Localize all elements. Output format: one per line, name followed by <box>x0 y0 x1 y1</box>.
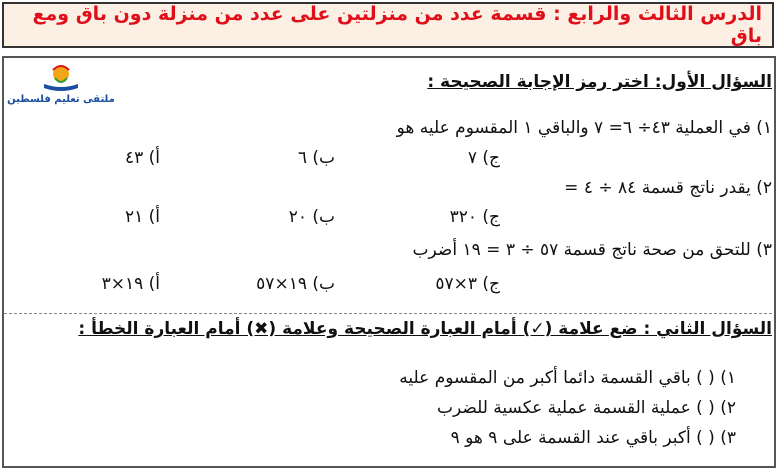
tf-item-1: ١) ( ) باقي القسمة دائما أكبر من المقسوم عليه <box>399 368 736 388</box>
tf-item-2: ٢) ( ) عملية القسمة عملية عكسية للضرب <box>436 398 736 418</box>
q1-option-b: ب) ٦ <box>297 148 335 168</box>
q2-stem: ٢) يقدر ناتج قسمة ٨٤ ÷ ٤ = <box>564 178 772 198</box>
q2-option-c: ج) ٣٢٠ <box>449 207 500 227</box>
q3-stem: ٣) للتحق من صحة ناتج قسمة ٥٧ ÷ ٣ = ١٩ أضرب <box>412 240 772 260</box>
q1-stem: ١) في العملية ٤٣÷ ٦= ٧ والباقي ١ المقسوم عليه هو <box>396 118 772 138</box>
q2-option-a: أ) ٢١ <box>124 207 160 227</box>
q2-option-b: ب) ٢٠ <box>288 207 335 227</box>
tf-item-3: ٣) ( ) أكبر باقي عند القسمة على ٩ هو ٩ <box>450 428 736 448</box>
q3-option-b: ب) ١٩×٥٧ <box>256 274 335 294</box>
logo <box>6 60 116 112</box>
section-divider <box>4 313 772 314</box>
q3-option-a: أ) ١٩×٣ <box>101 274 160 294</box>
title-bar <box>2 2 774 48</box>
q1-option-c: ج) ٧ <box>467 148 500 168</box>
logo-text: ملتقى تعليم فلسطين <box>7 94 115 105</box>
section2-heading: السؤال الثاني : ضع علامة (✓) أمام العبارة الصحيحة وعلامة (✖) أمام العبارة الخطأ : <box>78 319 772 339</box>
q3-option-c: ج) ٣×٥٧ <box>435 274 500 294</box>
q1-option-a: أ) ٤٣ <box>124 148 160 168</box>
section1-heading: السؤال الأول: اختر رمز الإجابة الصحيحة : <box>427 72 772 92</box>
lesson-title: الدرس الثالث والرابع : قسمة عدد من منزلتين على عدد من منزلة دون باق ومع باق <box>32 3 762 47</box>
logo-graphic <box>6 60 116 96</box>
